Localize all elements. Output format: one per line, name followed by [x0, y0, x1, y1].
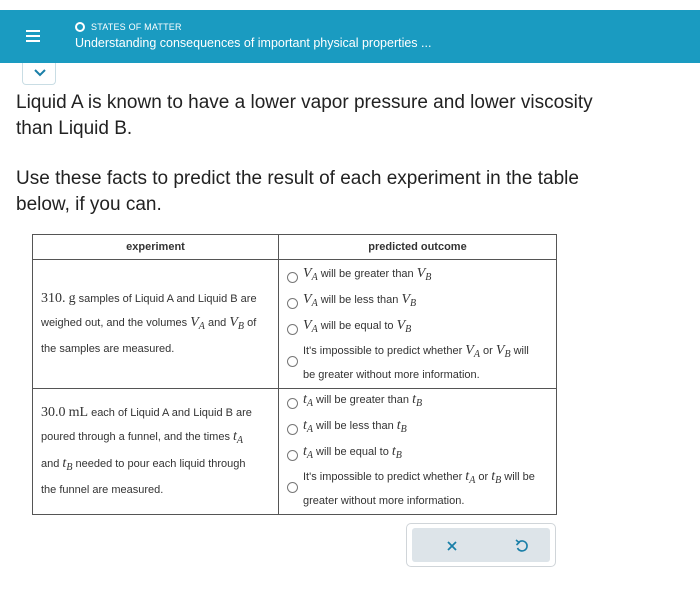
radio-button[interactable] [287, 450, 298, 461]
radio-button[interactable] [287, 324, 298, 335]
question-instructions [16, 166, 700, 218]
answer-actions-bar [412, 528, 550, 562]
menu-button[interactable] [10, 16, 56, 56]
answer-option[interactable] [279, 289, 556, 315]
topic-line [75, 22, 431, 32]
question-instructions-line-2: below, if you can. [16, 194, 162, 215]
answer-option-label: $t_A$ will be less than $t_B$ [303, 418, 407, 435]
outcome-cell [279, 260, 557, 389]
answer-option-label: $V_A$ will be greater than $V_B$ [303, 266, 432, 283]
question-fact [16, 90, 700, 142]
radio-button[interactable] [287, 424, 298, 435]
radio-indicator-icon [75, 22, 85, 32]
answer-option-label: $V_A$ will be less than $V_B$ [303, 292, 417, 309]
answer-option-label: $V_A$ will be equal to $V_B$ [303, 318, 412, 335]
answer-option[interactable] [279, 415, 556, 441]
column-header-outcome: predicted outcome [279, 235, 557, 260]
answer-option[interactable] [279, 389, 556, 415]
experiment-table [32, 234, 557, 515]
answer-option-label: $t_A$ will be equal to $t_B$ [303, 444, 402, 461]
answer-option-label: It's impossible to predict whether $t_A$ or $t_B$ will be greater without more information. [303, 469, 535, 507]
undo-button[interactable] [512, 536, 532, 556]
undo-icon [512, 536, 532, 556]
answer-option[interactable] [279, 441, 556, 467]
question-fact-line-2: than Liquid B. [16, 118, 133, 139]
answer-option-label: $t_A$ will be greater than $t_B$ [303, 392, 423, 409]
table-header-row [33, 235, 557, 260]
topic-label: STATES OF MATTER [91, 22, 182, 32]
chevron-down-icon [34, 69, 46, 77]
table-row [33, 389, 557, 515]
question-instructions-line-1: Use these facts to predict the result of each experiment in the table [16, 168, 579, 189]
expand-button[interactable] [22, 63, 56, 85]
radio-button[interactable] [287, 272, 298, 283]
clear-button[interactable] [442, 536, 462, 556]
experiment-cell [33, 260, 279, 389]
radio-button[interactable] [287, 398, 298, 409]
answer-option[interactable] [279, 467, 556, 511]
answer-option[interactable] [279, 263, 556, 289]
column-header-experiment: experiment [33, 235, 279, 260]
header-text [75, 22, 431, 50]
close-icon [442, 536, 462, 556]
page-title: Understanding consequences of important physical properties ... [75, 36, 432, 50]
experiment-description: 310. g samples of Liquid A and Liquid B are weighed out, and the volumes $V_A$ and $V_B$ of the samples are measured. [41, 291, 257, 355]
answer-option[interactable] [279, 341, 556, 385]
question-fact-line-1: Liquid A is known to have a lower vapor pressure and lower viscosity [16, 92, 593, 113]
experiment-description: 30.0 mL each of Liquid A and Liquid B are poured through a funnel, and the times $t_A$ and $t_B$ needed to pour each liquid through the funnel are measured. [41, 405, 252, 496]
radio-button[interactable] [287, 356, 298, 367]
answer-option[interactable] [279, 315, 556, 341]
header-bar [0, 10, 700, 63]
answer-option-label: It's impossible to predict whether $V_A$ or $V_B$ will be greater without more information. [303, 343, 529, 381]
table-row [33, 260, 557, 389]
radio-button[interactable] [287, 482, 298, 493]
outcome-cell [279, 389, 557, 515]
experiment-cell [33, 389, 279, 515]
answer-actions [406, 523, 556, 567]
radio-button[interactable] [287, 298, 298, 309]
